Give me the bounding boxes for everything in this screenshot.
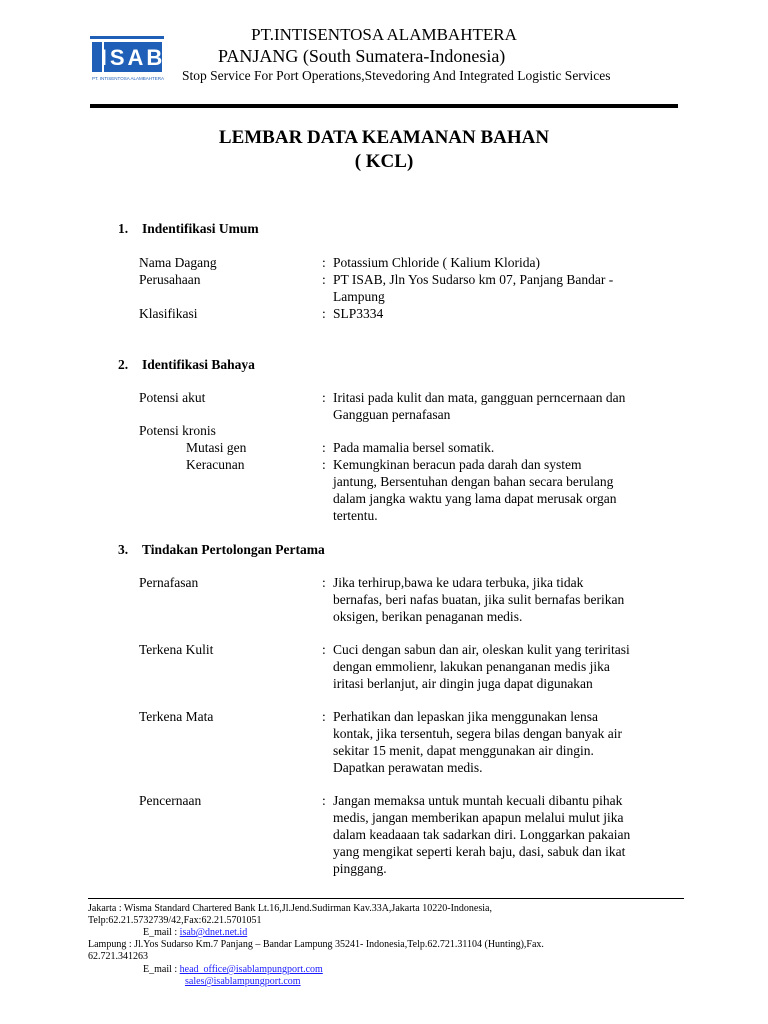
email-link-jakarta[interactable]: isab@dnet.net.id: [179, 927, 248, 938]
section-title: Tindakan Pertolongan Pertama: [142, 542, 325, 557]
label-keracunan: Keracunan: [186, 457, 245, 472]
label-pencernaan: Pencernaan: [139, 793, 202, 808]
section-2-heading: [118, 356, 255, 373]
label-terkena-mata: Terkena Mata: [139, 709, 214, 724]
label-nama-dagang: Nama Dagang: [139, 255, 217, 270]
footer-sales-email: [185, 976, 301, 988]
document-subtitle: ( KCL): [354, 151, 414, 172]
section-number: 1.: [118, 221, 129, 236]
label-potensi-akut: Potensi akut: [139, 390, 206, 405]
value-klasifikasi: : SLP3334: [322, 306, 384, 321]
document-title: LEMBAR DATA KEAMANAN BAHAN: [218, 127, 550, 148]
footer-divider: [88, 898, 684, 899]
section-title: Identifikasi Bahaya: [142, 357, 255, 372]
company-name: PT.INTISENTOSA ALAMBAHTERA: [251, 25, 517, 44]
value-mutasi-gen: : Pada mamalia bersel somatik.: [322, 440, 495, 455]
section-title: Indentifikasi Umum: [142, 221, 259, 236]
value-potensi-akut: : Iritasi pada kulit dan mata, gangguan perncernaan dan Gangguan pernafasan: [322, 390, 626, 422]
footer-lampung-email: E_mail : head_office@isablampungport.com: [143, 964, 323, 975]
section-3-heading: [118, 541, 325, 558]
label-klasifikasi: Klasifikasi: [139, 306, 198, 321]
footer-jakarta-email: E_mail : isab@dnet.net.id: [143, 927, 248, 938]
value-pencernaan: : Jangan memaksa untuk muntah kecuali dibantu pihak medis, jangan memberikan apapun melalui mulut jika dalam keadaaan tak sadarkan diri. Longgarkan pakaian yang mengikat seperti kerah baju, dasi, sabuk dan ikat pinggang.: [322, 793, 631, 876]
section-number: 2.: [118, 357, 129, 372]
footer-lampung-fax: 62.721.341263: [88, 951, 148, 962]
email-link-sales[interactable]: sales@isablampungport.com: [185, 976, 301, 987]
value-terkena-kulit: : Cuci dengan sabun dan air, oleskan kulit yang teriritasi dengan emmolienr, lakukan penanganan medis jika iritasi berlanjut, air dingin juga dapat digunakan: [322, 642, 630, 691]
value-pernafasan: : Jika terhirup,bawa ke udara terbuka, jika tidak bernafas, beri nafas buatan, jika sulit bernafas berikan oksigen, berikan penaganan medis.: [322, 575, 625, 624]
label-pernafasan: Pernafasan: [139, 575, 199, 590]
label-perusahaan: Perusahaan: [139, 272, 201, 287]
label-potensi-kronis: Potensi kronis: [139, 423, 216, 438]
value-perusahaan: : PT ISAB, Jln Yos Sudarso km 07, Panjang Bandar - Lampung: [322, 272, 614, 304]
logo-wordmark: ISAB: [100, 45, 166, 70]
footer-lampung-address: Lampung : Jl.Yos Sudarso Km.7 Panjang – Bandar Lampung 35241- Indonesia,Telp.62.721.31104 (Hunting),Fax.: [88, 939, 544, 950]
value-terkena-mata: : Perhatikan dan lepaskan jika menggunakan lensa kontak, jika tersentuh, segera bilas dengan banyak air sekitar 15 menit, dapat menggunakan air dingin. Dapatkan perawatan medis.: [322, 709, 623, 775]
footer-jakarta-phone: Telp:62.21.5732739/42,Fax:62.21.5701051: [88, 915, 262, 926]
email-link-head-office[interactable]: head_office@isablampungport.com: [179, 964, 323, 975]
company-location: PANJANG (South Sumatera-Indonesia): [218, 46, 506, 66]
company-tagline: Stop Service For Port Operations,Stevedoring And Integrated Logistic Services: [182, 68, 611, 83]
section-1-heading: [118, 220, 259, 237]
section-number: 3.: [118, 542, 129, 557]
footer-jakarta-address: Jakarta : Wisma Standard Chartered Bank Lt.16,Jl.Jend.Sudirman Kav.33A,Jakarta 10220-Indonesia,: [88, 903, 492, 914]
label-mutasi-gen: Mutasi gen: [186, 440, 247, 455]
value-nama-dagang: : Potassium Chloride ( Kalium Klorida): [322, 255, 540, 270]
header-divider: [90, 104, 678, 108]
value-keracunan: : Kemungkinan beracun pada darah dan system jantung, Bersentuhan dengan bahan secara berulang dalam jangka waktu yang lama dapat merusak organ tertentu.: [322, 457, 617, 523]
logo-subtext: PT. INTISENTOSA ALAMBAHTERA: [92, 76, 164, 81]
label-terkena-kulit: Terkena Kulit: [139, 642, 214, 657]
